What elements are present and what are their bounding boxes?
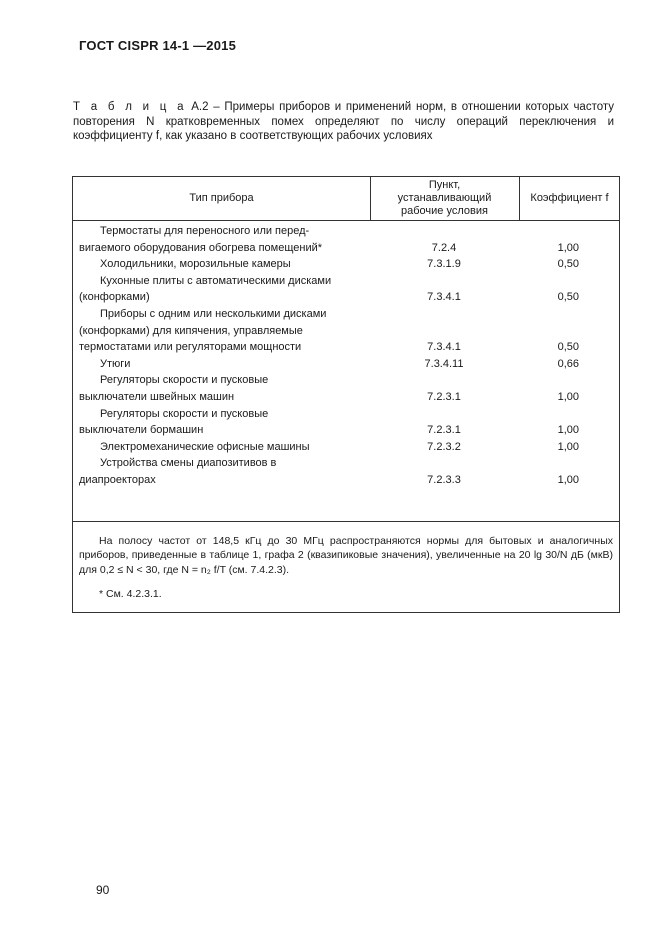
row-point: 7.3.4.11 [424, 357, 464, 370]
row-type [79, 256, 369, 273]
caption-number: А.2 [191, 101, 209, 113]
caption-label: Т а б л и ц а [73, 101, 187, 113]
row-type-line: Электромеханические офисные машины [100, 440, 310, 453]
row-type-line: выключатели швейных машин [79, 390, 235, 403]
table-footnote: * См. 4.2.3.1. [99, 587, 162, 600]
row-type-line: выключатели бормашин [79, 424, 204, 437]
document-header: ГОСТ CISPR 14-1 —2015 [79, 38, 237, 53]
row-type [79, 372, 369, 405]
row-type-line: Регуляторы скорости и пусковые [100, 407, 269, 420]
row-coef: 0,50 [557, 258, 579, 271]
row-point: 7.2.3.1 [427, 390, 461, 403]
row-type-line: (конфорками) [79, 291, 150, 304]
row-coef: 1,00 [557, 424, 579, 437]
table-body [73, 223, 619, 489]
row-point: 7.3.4.1 [427, 341, 461, 354]
page-number: 90 [96, 883, 110, 897]
row-coef: 1,00 [557, 440, 579, 453]
row-point: 7.2.4 [431, 241, 457, 254]
table-note: На полосу частот от 148,5 кГц до 30 МГц распространяются нормы для бытовых и аналогичных приборов, приведенные в таблице 1, графа 2 (квазипиковые значения), увеличенные на 20 lg 30/N дБ (мкВ) для 0,2 ≤ N < 30, где N = n₂ f/T (см. 7.4.2.3). [79, 535, 613, 576]
row-point: 7.2.3.1 [427, 424, 461, 437]
table-row [73, 273, 619, 306]
table-row [73, 406, 619, 439]
row-type [79, 406, 369, 439]
row-type-line: термостатами или регуляторами мощности [79, 341, 302, 354]
row-point: 7.3.4.1 [427, 291, 461, 304]
data-table [72, 176, 620, 613]
header-divider [73, 220, 619, 221]
row-coef: 0,66 [557, 357, 579, 370]
table-row [73, 256, 619, 273]
table-caption [73, 100, 614, 144]
row-type [79, 223, 369, 256]
table-notes [79, 534, 613, 601]
row-type-line: Утюги [100, 357, 131, 370]
row-coef: 0,50 [557, 291, 579, 304]
table-row [73, 372, 619, 405]
row-type-line: (конфорками) для кипячения, управляемые [79, 324, 303, 337]
row-point: 7.3.1.9 [427, 258, 461, 271]
row-type-line: Кухонные плиты с автоматическими дисками [100, 274, 332, 287]
notes-divider [73, 521, 619, 522]
row-coef: 1,00 [557, 241, 579, 254]
header-coef: Коэффициент f [530, 192, 609, 204]
row-coef: 1,00 [557, 390, 579, 403]
row-type-line: Термостаты для переносного или перед- [100, 225, 310, 237]
row-point: 7.2.3.2 [427, 440, 461, 453]
caption-text: – Примеры приборов и применений норм, в отношении которых частоту повторения N кратковременных помех определяют по числу операций переключения и коэффициенту f, как указано в соответствующих рабочих условиях [73, 101, 615, 143]
table-row [73, 306, 619, 356]
row-type-line: Приборы с одним или несколькими дисками [100, 307, 327, 320]
row-type-line: Регуляторы скорости и пусковые [100, 374, 269, 387]
row-type-line: вигаемого оборудования обогрева помещений* [79, 241, 323, 254]
row-type [79, 455, 369, 488]
header-type: Тип прибора [189, 192, 254, 204]
row-type [79, 273, 369, 306]
row-type-line: Холодильники, морозильные камеры [100, 258, 291, 271]
row-point: 7.2.3.3 [427, 473, 461, 486]
row-type-line: диапроекторах [79, 473, 156, 486]
row-type-line: Устройства смены диапозитивов в [100, 457, 277, 470]
table-row [73, 439, 619, 456]
row-type [79, 439, 369, 456]
table-row [73, 455, 619, 488]
table-row [73, 223, 619, 256]
row-type [79, 356, 369, 373]
table-row [73, 356, 619, 373]
row-coef: 0,50 [557, 341, 579, 354]
row-coef: 1,00 [557, 473, 579, 486]
row-type [79, 306, 369, 356]
header-point: Пункт, устанавливающий рабочие условия [397, 179, 492, 217]
